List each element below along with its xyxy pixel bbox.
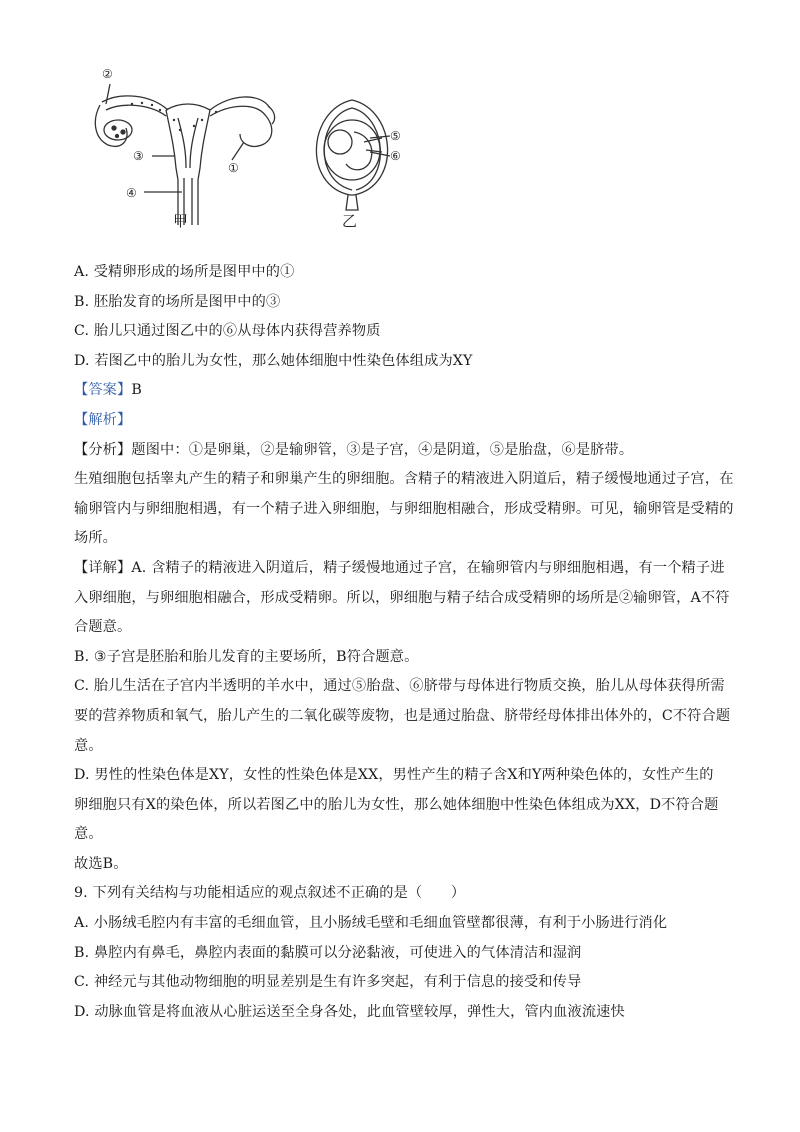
analysis-heading <box>74 406 734 436</box>
option-a: A. 受精卵形成的场所是图甲中的① <box>74 264 295 280</box>
reproductive-diagram <box>70 60 450 235</box>
analysis-line: 输卵管内与卵细胞相遇，有一个精子进入卵细胞，与卵细胞相融合，形成受精卵。可见，输卵管是受精的 <box>74 500 734 517</box>
fetus-diagram <box>316 100 390 210</box>
detail-line: 意。 <box>74 826 103 843</box>
option-d: D. 若图乙中的胎儿为女性，那么她体细胞中性染色体组成为XY <box>74 352 473 369</box>
figure-caption-yi: 乙 <box>342 212 358 230</box>
detail-line: D. 男性的性染色体是XY，女性的性染色体是XX，男性产生的精子含X和Y两种染色体的，女性产生的 <box>74 767 714 784</box>
detail-line: 意。 <box>74 737 103 754</box>
detail-line: 要的营养物质和氧气，胎儿产生的二氧化碳等废物，也是通过胎盘、脐带经母体排出体外的，C不符合题 <box>74 707 731 724</box>
q9-option-d: D. 动脉血管是将血液从心脏运送至全身各处，此血管壁较厚，弹性大，管内血液流速快 <box>74 1003 625 1020</box>
q9-option-b: B. 鼻腔内有鼻毛，鼻腔内表面的黏膜可以分泌黏液，可使进入的气体清洁和湿润 <box>74 944 582 961</box>
detail-line: C. 胎儿生活在子宫内半透明的羊水中，通过⑤胎盘、⑥脐带与母体进行物质交换，胎儿从母体获得所需 <box>74 678 725 695</box>
question-9-stem: 9. 下列有关结构与功能相适应的观点叙述不正确的是（ ） <box>74 885 466 902</box>
option-b: B. 胚胎发育的场所是图甲中的③ <box>74 293 281 310</box>
marker-2: ② <box>102 67 113 81</box>
marker-1: ① <box>228 161 239 175</box>
analysis-line: 生殖细胞包括睾丸产生的精子和卵巢产生的卵细胞。含精子的精液进入阴道后，精子缓慢地通过子宫，在 <box>74 471 734 488</box>
conclusion-line: 故选B。 <box>74 855 128 872</box>
detail-line: B. ③子宫是胚胎和胎儿发育的主要场所，B符合题意。 <box>74 648 419 665</box>
detail-line: 入卵细胞，与卵细胞相融合，形成受精卵。所以，卵细胞与精子结合成受精卵的场所是②输卵管，A不符 <box>74 589 730 606</box>
figure-area <box>70 60 450 235</box>
detail-line: 【详解】A. 含精子的精液进入阴道后，精子缓慢地通过子宫，在输卵管内与卵细胞相遇，有一个精子进 <box>74 559 725 576</box>
answer-tag: 【答案】 <box>74 382 132 399</box>
analysis-tag: 【解析】 <box>74 411 132 428</box>
marker-5: ⑤ <box>390 129 401 143</box>
analysis-line: 场所。 <box>74 530 118 547</box>
marker-3: ③ <box>133 149 144 163</box>
detail-line: 卵细胞只有X的染色体，所以若图乙中的胎儿为女性，那么她体细胞中性染色体组成为XX，D不符合题 <box>74 796 719 813</box>
answer-line <box>74 376 734 406</box>
analysis-line: 【分析】题图中：①是卵巢，②是输卵管，③是子宫，④是阴道，⑤是胎盘，⑥是脐带。 <box>74 441 634 458</box>
question-text <box>74 258 734 1027</box>
marker-6: ⑥ <box>390 149 401 163</box>
figure-caption-jia: 甲 <box>173 212 189 230</box>
marker-4: ④ <box>126 186 137 200</box>
detail-line: 合题意。 <box>74 619 132 636</box>
q9-option-c: C. 神经元与其他动物细胞的明显差别是生有许多突起，有利于信息的接受和传导 <box>74 974 582 991</box>
option-c: C. 胎儿只通过图乙中的⑥从母体内获得营养物质 <box>74 323 381 340</box>
answer-value: B <box>131 382 142 399</box>
uterus-diagram <box>95 84 274 225</box>
q9-option-a: A. 小肠绒毛腔内有丰富的毛细血管，且小肠绒毛壁和毛细血管壁都很薄，有利于小肠进行消化 <box>74 915 668 932</box>
